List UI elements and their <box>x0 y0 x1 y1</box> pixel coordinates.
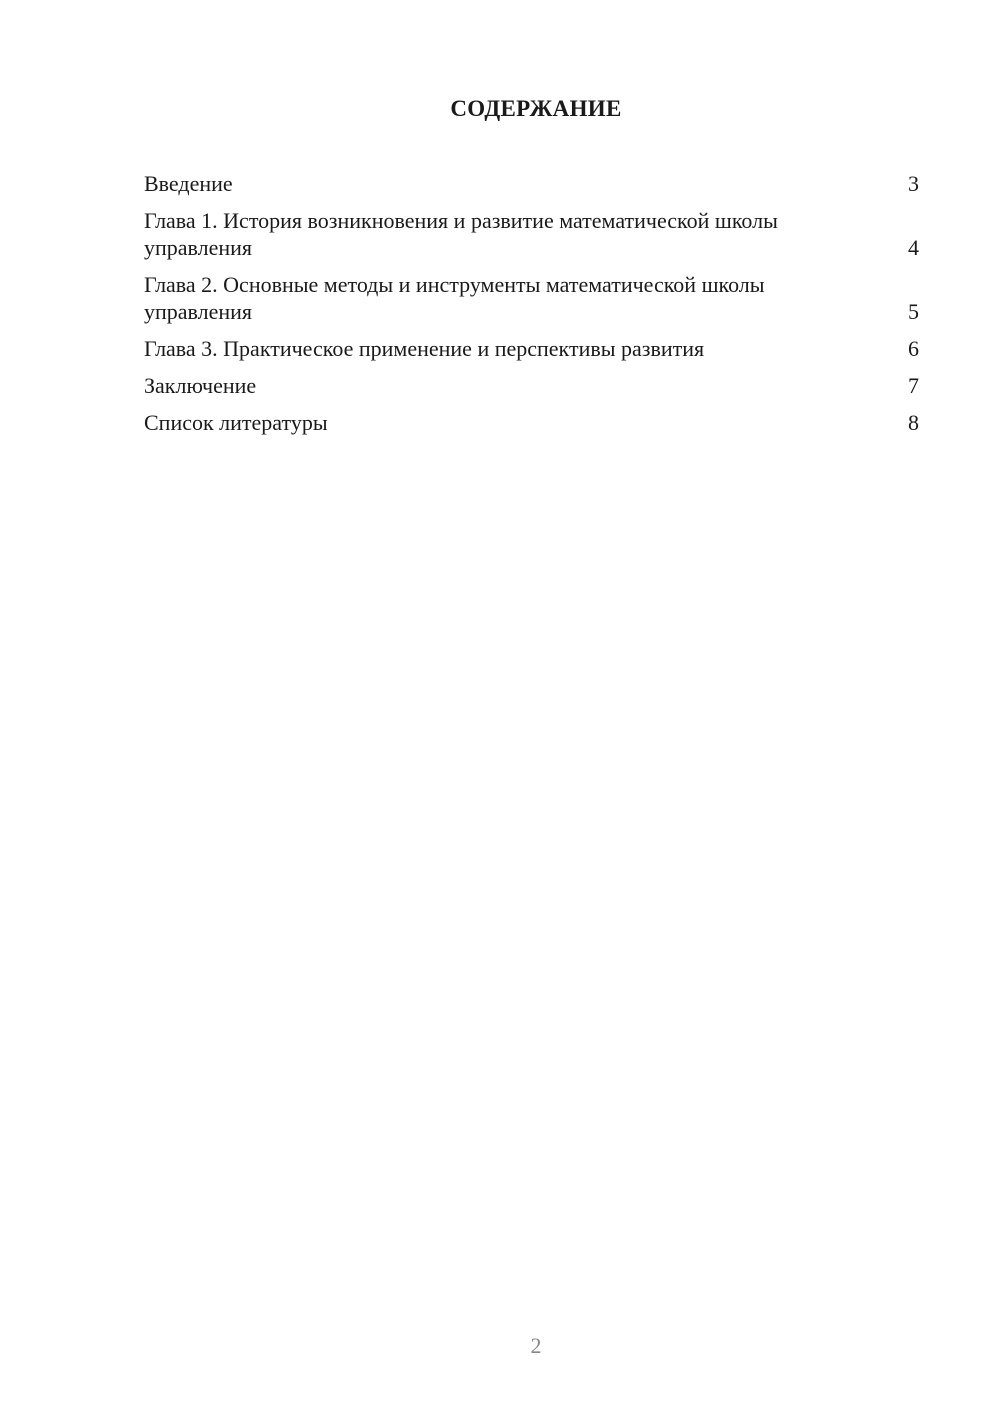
toc-entry-page: 5 <box>908 299 919 324</box>
toc-entry-title: Глава 3. Практическое применение и перспективы развития <box>144 336 705 361</box>
toc-entry-page: 7 <box>908 373 919 398</box>
toc-entry-introduction <box>144 170 919 197</box>
toc-entry-page: 8 <box>908 410 919 435</box>
toc-entry-chapter-2 <box>144 271 919 325</box>
toc-entry-page: 6 <box>908 336 919 361</box>
toc-entry-references <box>144 409 919 436</box>
toc-entry-page: 4 <box>908 235 919 260</box>
toc-entry-title: Заключение <box>144 373 257 398</box>
toc-entry-title: Список литературы <box>144 410 328 435</box>
page-number: 2 <box>530 1333 542 1358</box>
toc-entry-title: Глава 2. Основные методы и инструменты математической школы управления <box>144 272 765 324</box>
toc-entry-chapter-3 <box>144 335 919 362</box>
table-of-contents <box>144 170 919 446</box>
page-title: СОДЕРЖАНИЕ <box>450 96 622 121</box>
toc-entry-title: Глава 1. История возникновения и развитие математической школы управления <box>144 208 778 260</box>
toc-entry-chapter-1 <box>144 207 919 261</box>
toc-entry-title: Введение <box>144 171 233 196</box>
toc-entry-page: 3 <box>908 171 919 196</box>
toc-entry-conclusion <box>144 372 919 399</box>
